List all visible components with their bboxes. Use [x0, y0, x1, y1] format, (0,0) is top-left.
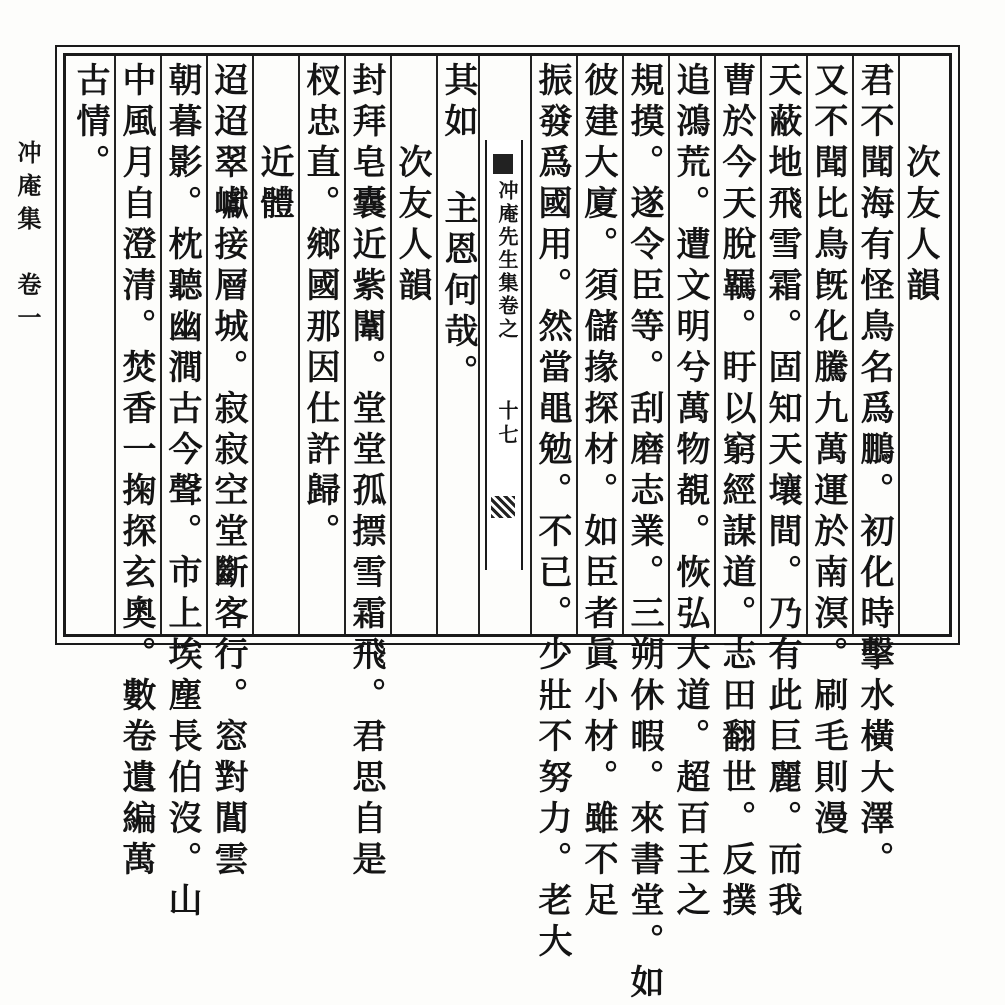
text-column: 又不聞比鳥旣化騰九萬運於南溟。刷毛則漫 — [808, 62, 848, 841]
text-column: 古情。 — [70, 62, 110, 185]
text-column: 主恩何哉。 — [438, 190, 478, 395]
strip-title: 冲庵先生集卷之 — [495, 180, 519, 341]
fish-tail-mark-bottom — [491, 496, 515, 518]
text-column: 次友人韻 — [392, 62, 432, 308]
text-column: 次友人韻 — [900, 62, 940, 308]
text-column: 杈忠直。鄉國那因仕許歸。 — [300, 62, 340, 554]
text-column: 中風月自澄清。焚香一掬探玄奧。數卷遺編萬 — [116, 62, 156, 882]
text-column: 天蔽地飛雪霜。固知天壤間。乃有此巨麗。而我 — [762, 62, 802, 923]
text-column: 封拜皂囊近紫闈。堂堂孤摽雪霜飛。君思自是 — [346, 62, 386, 882]
text-column: 近體 — [254, 62, 294, 226]
text-column: 曹於今天脫羈。盱以窮經謀道。志田翻世。反撲 — [716, 62, 756, 923]
center-strip — [485, 140, 523, 570]
margin-title: 冲庵集 卷一 — [13, 140, 42, 338]
column-rule — [478, 56, 480, 634]
text-column: 君不聞海有怪鳥名爲鵬。初化時擊水橫大澤。 — [854, 62, 894, 882]
strip-page-number: 十七 — [495, 400, 519, 448]
text-column: 其如 — [438, 62, 478, 144]
text-column: 彼建大廈。須儲掾探材。如臣者眞小材。雖不足 — [578, 62, 618, 923]
text-column: 追鴻荒。遭文明兮萬物覩。恢弘大道。超百王之 — [670, 62, 710, 923]
text-column: 朝暮影。枕聽幽澗古今聲。市上埃塵長伯沒。山 — [162, 62, 202, 923]
text-column: 規摸。遂令臣等。刮磨志業。三朔休暇。來書堂。如 — [624, 62, 664, 1005]
text-column: 振發爲國用。然當黽勉。不已。少壯不努力。老大 — [532, 62, 572, 964]
fish-tail-mark-top — [493, 154, 513, 174]
text-column: 迢迢翠巘接層城。寂寂空堂斷客行。窓對閶雲 — [208, 62, 248, 882]
